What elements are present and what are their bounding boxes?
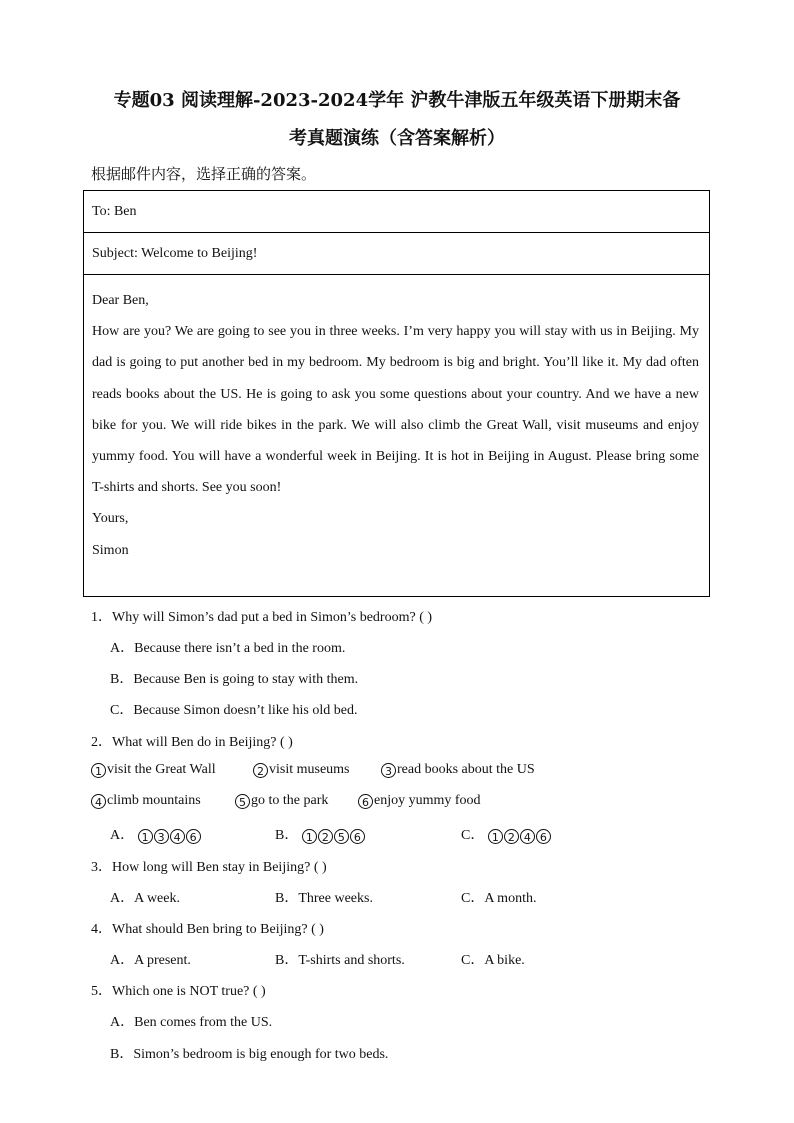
question-1-option-b[interactable]: B．Because Ben is going to stay with them. — [110, 672, 359, 687]
activity-item — [91, 793, 201, 809]
activity-item — [91, 762, 216, 778]
question-2-option-b[interactable] — [275, 824, 366, 844]
circled-number: 4 — [91, 794, 106, 809]
email-closing: Yours, — [92, 511, 129, 527]
circled-number: 3 — [381, 763, 396, 778]
option-label: C． — [461, 828, 485, 843]
activity-text: visit the Great Wall — [107, 762, 216, 777]
question-1-stem: 1．Why will Simon’s dad put a bed in Simon’s bedroom? ( ) — [91, 610, 433, 625]
activity-text: read books about the US — [397, 762, 535, 777]
circled-number: 4 — [520, 829, 535, 844]
activity-item — [358, 793, 481, 809]
email-subject: Subject: Welcome to Beijing! — [84, 233, 709, 275]
email-body: How are you? We are going to see you in three weeks. I’m very happy you will stay with us in Beijing. My dad is going to put another bed in my bedroom. My bedroom is big and bright. You’ll like it. My dad often reads books about the US. He is going to ask you some questions about your country. And we have a new bike for you. We will ride bikes in the park. We will also climb the Great Wall, visit museums and enjoy yummy food. You will have a wonderful week in Beijing. It is hot in Beijing in August. Please bring some T-shirts and shorts. See you soon! — [92, 324, 699, 496]
question-1-option-a[interactable]: A．Because there isn’t a bed in the room. — [110, 641, 346, 656]
document-title-line-1: 专题03 阅读理解-2023-2024学年 沪教牛津版五年级英语下册期末备 — [113, 90, 681, 111]
question-5-stem: 5．Which one is NOT true? ( ) — [91, 984, 266, 999]
circled-number: 2 — [318, 829, 333, 844]
question-3-option-b[interactable]: B．Three weeks. — [275, 891, 373, 906]
question-5-option-b[interactable]: B．Simon’s bedroom is big enough for two beds. — [110, 1047, 389, 1062]
activity-text: climb mountains — [107, 793, 201, 808]
circled-number: 1 — [302, 829, 317, 844]
circled-number: 5 — [235, 794, 250, 809]
circled-number: 6 — [186, 829, 201, 844]
question-4-option-c[interactable]: C．A bike. — [461, 953, 525, 968]
question-1-option-c[interactable]: C．Because Simon doesn’t like his old bed. — [110, 703, 358, 718]
question-3-stem: 3．How long will Ben stay in Beijing? ( ) — [91, 860, 327, 875]
question-2-stem: 2．What will Ben do in Beijing? ( ) — [91, 735, 293, 750]
question-4-stem: 4．What should Ben bring to Beijing? ( ) — [91, 922, 324, 937]
question-2-option-c[interactable] — [461, 824, 552, 844]
circled-number: 3 — [154, 829, 169, 844]
email-signature: Simon — [92, 542, 129, 558]
circled-number: 4 — [170, 829, 185, 844]
option-label: A． — [110, 828, 135, 843]
circled-number: 6 — [358, 794, 373, 809]
circled-number: 6 — [350, 829, 365, 844]
activity-text: visit museums — [269, 762, 350, 777]
activity-item — [253, 762, 350, 778]
question-3-option-c[interactable]: C．A month. — [461, 891, 537, 906]
circled-number: 1 — [91, 763, 106, 778]
question-5-option-a[interactable]: A．Ben comes from the US. — [110, 1015, 273, 1030]
activity-text: enjoy yummy food — [374, 793, 481, 808]
circled-number: 2 — [253, 763, 268, 778]
option-label: B． — [275, 828, 299, 843]
email-box — [83, 190, 710, 597]
question-4-option-a[interactable]: A．A present. — [110, 953, 191, 968]
email-letter — [92, 285, 699, 566]
circled-number: 2 — [504, 829, 519, 844]
instruction: 根据邮件内容，选择正确的答案。 — [91, 165, 317, 183]
circled-number: 6 — [536, 829, 551, 844]
circled-number: 5 — [334, 829, 349, 844]
question-2-option-a[interactable] — [110, 824, 202, 844]
circled-number: 1 — [138, 829, 153, 844]
circled-number: 1 — [488, 829, 503, 844]
activity-item — [235, 793, 328, 809]
email-greeting: Dear Ben, — [92, 293, 149, 308]
question-4-option-b[interactable]: B．T-shirts and shorts. — [275, 953, 405, 968]
activity-item — [381, 762, 535, 778]
document-title-line-2: 考真题演练（含答案解析） — [289, 128, 505, 149]
email-to: To: Ben — [84, 191, 709, 233]
activity-text: go to the park — [251, 793, 329, 808]
question-3-option-a[interactable]: A．A week. — [110, 891, 180, 906]
